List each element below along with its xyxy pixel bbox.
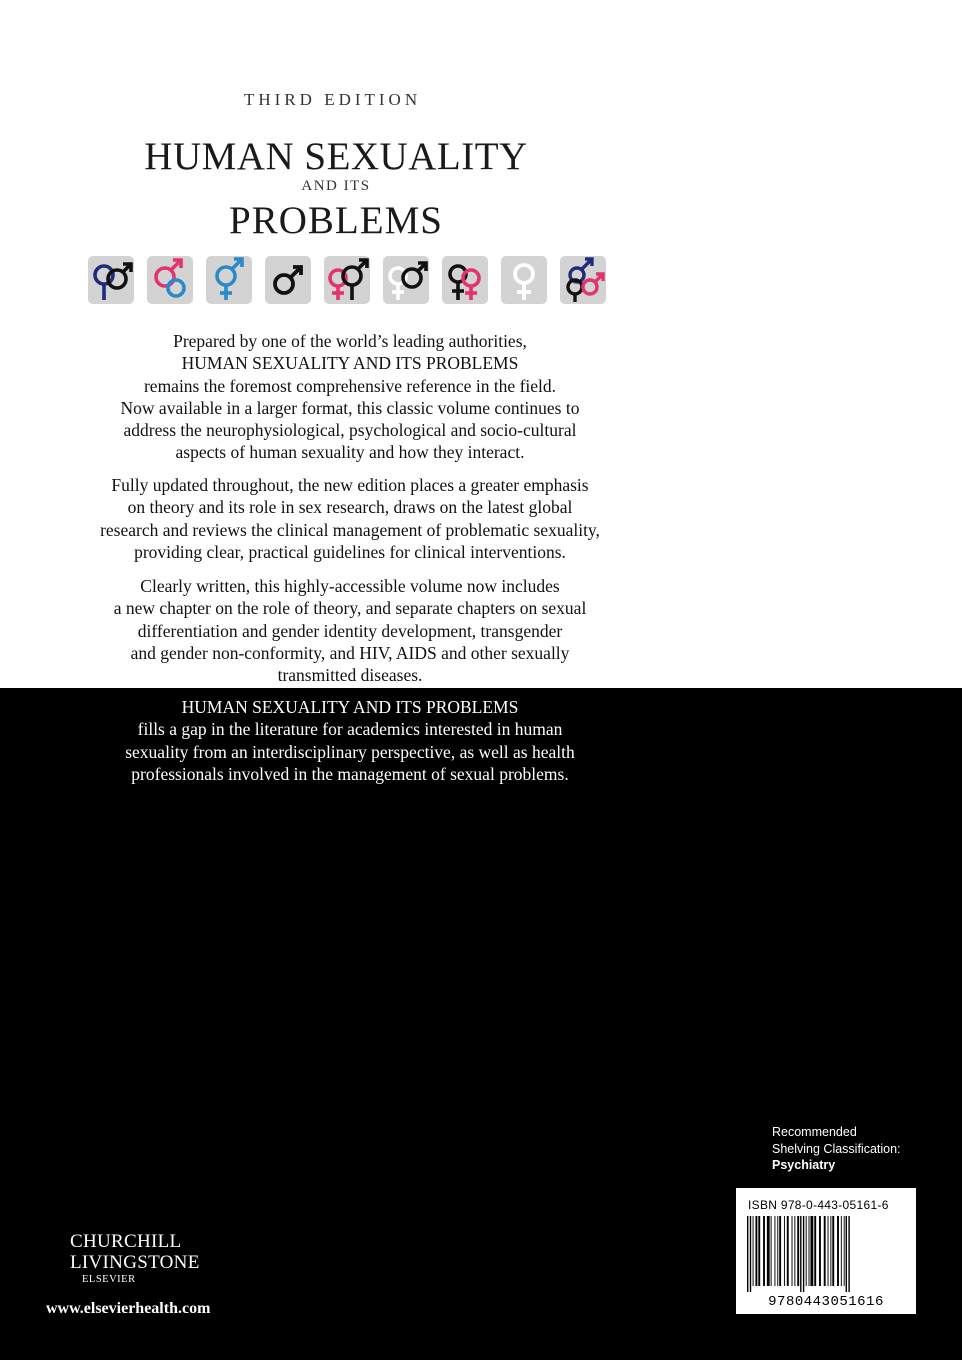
description-paragraph-4 xyxy=(0,696,700,785)
barcode-bar xyxy=(771,1216,772,1286)
barcode-bar xyxy=(767,1216,770,1286)
shelving-category: Psychiatry xyxy=(772,1158,836,1172)
barcode-bar xyxy=(747,1216,748,1292)
isbn-barcode xyxy=(736,1188,916,1314)
barcode-bar xyxy=(841,1216,842,1286)
barcode-bar xyxy=(810,1216,813,1286)
text-line: remains the foremost comprehensive reference in the field. xyxy=(143,375,557,396)
publisher-logo xyxy=(70,1231,200,1286)
text-line: providing clear, practical guidelines for clinical interventions. xyxy=(134,541,566,562)
barcode-bar xyxy=(848,1216,849,1292)
female-white-icon xyxy=(501,256,547,304)
description-paragraph-2 xyxy=(0,474,700,563)
male-male-blue-pink-icon xyxy=(560,256,606,304)
text-line: fills a gap in the literature for academics interested in human xyxy=(137,719,563,740)
barcode-graphic xyxy=(746,1216,906,1292)
male-black-icon xyxy=(265,256,311,304)
barcode-bar xyxy=(828,1216,829,1286)
barcode-bar xyxy=(830,1216,831,1286)
publisher-website: www.elsevierhealth.com xyxy=(46,1300,211,1317)
text-line: sexuality from an interdisciplinary perspective, as well as health xyxy=(125,741,575,762)
book-title-line3: PROBLEMS xyxy=(229,199,443,242)
description-paragraph-1 xyxy=(0,330,700,464)
text-line: aspects of human sexuality and how they interact. xyxy=(175,442,525,463)
barcode-bar xyxy=(777,1216,778,1286)
text-line: and gender non-conformity, and HIV, AIDS and other sexually xyxy=(130,642,570,663)
text-line: professionals involved in the management of sexual problems. xyxy=(131,763,569,784)
text-line: address the neurophysiological, psychological and socio-cultural xyxy=(123,420,577,441)
ean-number: 9780443051616 xyxy=(768,1294,884,1310)
shelving-line2: Shelving Classification: xyxy=(772,1141,901,1156)
text-line: Now available in a larger format, this classic volume continues to xyxy=(120,397,580,418)
text-line: Fully updated throughout, the new edition places a greater emphasis xyxy=(111,475,589,495)
barcode-bar xyxy=(794,1216,795,1286)
publisher-name-line2: LIVINGSTONE xyxy=(70,1252,200,1273)
barcode-bar xyxy=(784,1216,785,1286)
barcode-bar xyxy=(797,1216,799,1286)
text-line: Clearly written, this highly-accessible volume now includes xyxy=(140,576,560,596)
shelving-line1: Recommended xyxy=(772,1125,857,1139)
barcode-bar xyxy=(755,1216,757,1286)
publisher-name-line1: CHURCHILL xyxy=(70,1231,182,1252)
gender-symbol-strip xyxy=(88,256,614,306)
book-title-line1: HUMAN SEXUALITY xyxy=(144,135,528,178)
male-female-blue-black-icon xyxy=(88,256,134,304)
text-line: research and reviews the clinical management of problematic sexuality, xyxy=(100,519,600,540)
barcode-bar xyxy=(792,1216,793,1286)
text-line: differentiation and gender identity development, transgender xyxy=(137,620,563,641)
text-line: HUMAN SEXUALITY AND ITS PROBLEMS xyxy=(181,697,519,717)
female-male-pink-black-icon xyxy=(324,256,370,304)
male-pink-blue-icon xyxy=(147,256,193,304)
female-male-white-black-icon xyxy=(383,256,429,304)
barcode-bar xyxy=(837,1216,839,1286)
barcode-bar xyxy=(750,1216,751,1292)
barcode-bar xyxy=(758,1216,760,1286)
barcode-bar xyxy=(809,1216,810,1286)
barcode-bar xyxy=(763,1216,765,1286)
barcode-bar xyxy=(774,1216,775,1286)
barcode-bar xyxy=(803,1216,804,1292)
barcode-bar xyxy=(800,1216,801,1292)
barcode-bar xyxy=(779,1216,781,1286)
female-female-black-pink-icon xyxy=(442,256,488,304)
edition-label: THIRD EDITION xyxy=(244,90,422,109)
book-title-line2: AND ITS xyxy=(301,178,371,194)
barcode-bar xyxy=(832,1216,834,1286)
barcode-bar xyxy=(806,1216,807,1286)
text-line: on theory and its role in sex research, draws on the latest global xyxy=(127,497,573,518)
barcode-bar xyxy=(846,1216,847,1292)
isbn-label: ISBN 978-0-443-05161-6 xyxy=(748,1198,889,1212)
text-line: transmitted diseases. xyxy=(277,665,423,686)
publisher-parent: ELSEVIER xyxy=(82,1274,136,1285)
text-line: a new chapter on the role of theory, and separate chapters on sexual xyxy=(113,598,587,619)
barcode-bar xyxy=(824,1216,826,1286)
shelving-classification xyxy=(772,1124,901,1174)
barcode-bar xyxy=(819,1216,821,1286)
female-blue-icon xyxy=(206,256,252,304)
barcode-bar xyxy=(844,1216,845,1286)
text-line: HUMAN SEXUALITY AND ITS PROBLEMS xyxy=(181,353,519,374)
text-line: Prepared by one of the world’s leading authorities, xyxy=(173,331,527,351)
barcode-bar xyxy=(814,1216,816,1286)
description-paragraph-3 xyxy=(0,575,700,686)
barcode-bar xyxy=(787,1216,789,1286)
barcode-bar xyxy=(753,1216,754,1286)
